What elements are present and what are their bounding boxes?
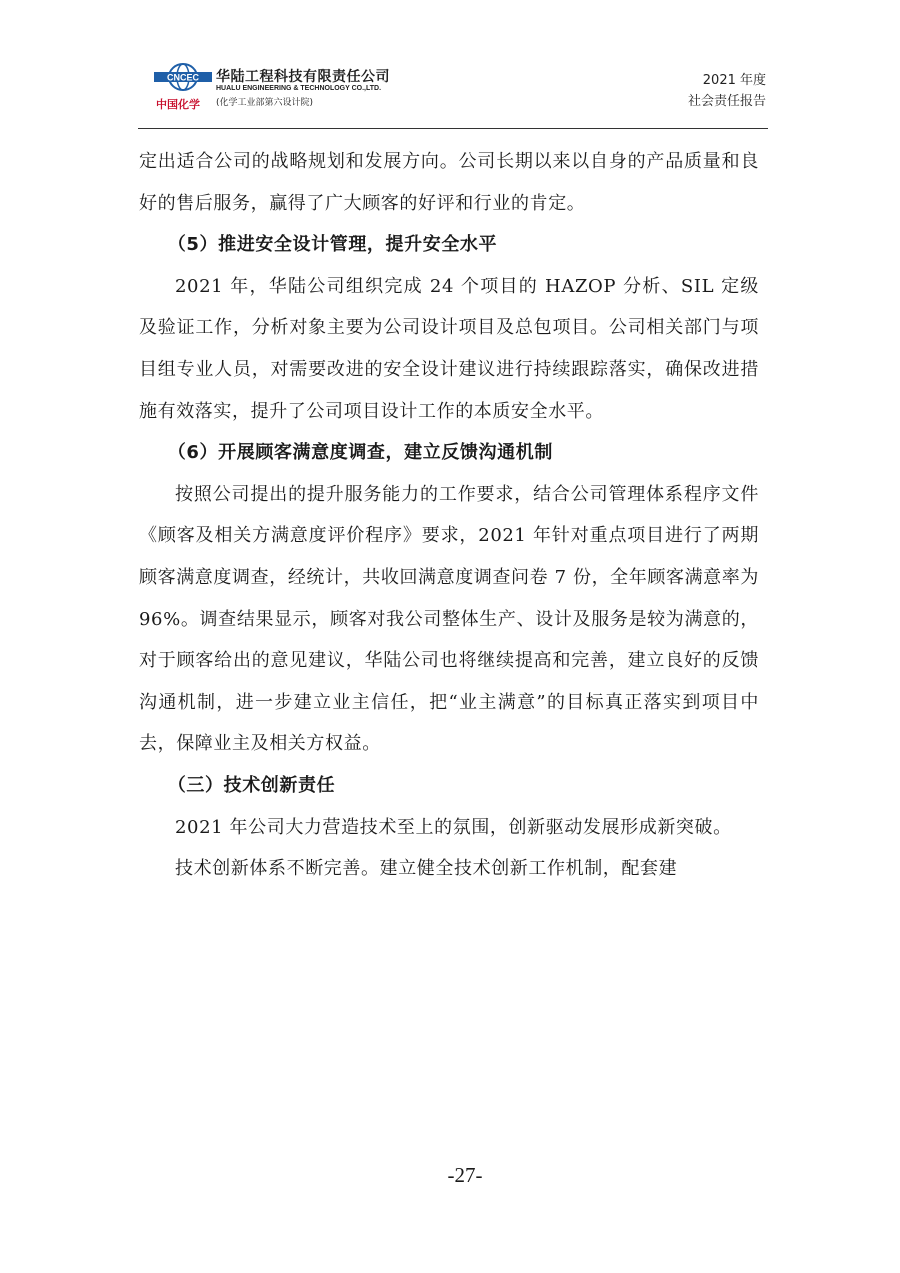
report-title: 社会责任报告 [687,94,766,109]
paragraph-innovation-system: 技术创新体系不断完善。建立健全技术创新工作机制，配套建 [175,858,678,880]
cncec-globe-icon [152,62,214,96]
section-heading-6: （6）开展顾客满意度调查，建立反馈沟通机制 [167,442,553,464]
company-subtitle: (化学工业部第六设计院) [216,98,314,108]
company-logo [152,62,402,112]
page-header [0,0,900,130]
page-number: -27- [447,1163,483,1187]
section-heading-5: （5）推进安全设计管理，提升安全水平 [167,234,498,256]
paragraph-safety-design: 2021 年，华陆公司组织完成 24 个项目的 HAZOP 分析、SIL 定级及验证工作，分析对象主要为公司设计项目及总包项目。公司相关部门与项目组专业人员，对需要改进的安全设计建议进行持续跟踪落实，确保改进措施有效落实，提升了公司项目设计工作的本质安全水平。 [139,275,759,422]
header-divider [138,128,768,129]
brand-name: 中国化学 [156,98,200,111]
paragraph-tech-atmosphere: 2021 年公司大力营造技术至上的氛围，创新驱动发展形成新突破。 [175,816,732,838]
report-year: 2021 年度 [702,73,766,88]
paragraph-continued: 定出适合公司的战略规划和发展方向。公司长期以来以自身的产品质量和良好的售后服务，赢得了广大顾客的好评和行业的肯定。 [139,151,759,214]
section-heading-tech-innovation: （三）技术创新责任 [167,774,336,796]
company-name-cn: 华陆工程科技有限责任公司 [216,69,390,85]
company-name-en: HUALU ENGINEERING & TECHNOLOGY CO.,LTD. [216,85,382,92]
page-body [139,141,759,890]
paragraph-customer-satisfaction: 按照公司提出的提升服务能力的工作要求，结合公司管理体系程序文件《顾客及相关方满意度评价程序》要求，2021 年针对重点项目进行了两期顾客满意度调查，经统计，共收回满意度调查问卷 7 份，全年顾客满意率为 96%。调查结果显示，顾客对我公司整体生产、设计及服务是较为满意的，对于顾客给出的意见建议，华陆公司也将继续提高和完善，建立良好的反馈沟通机制，进一步建立业主信任，把“业主满意”的目标真正落实到项目中去，保障业主及相关方权益。 [139,483,759,755]
logo-emblem-text: CNCEC [166,72,200,83]
